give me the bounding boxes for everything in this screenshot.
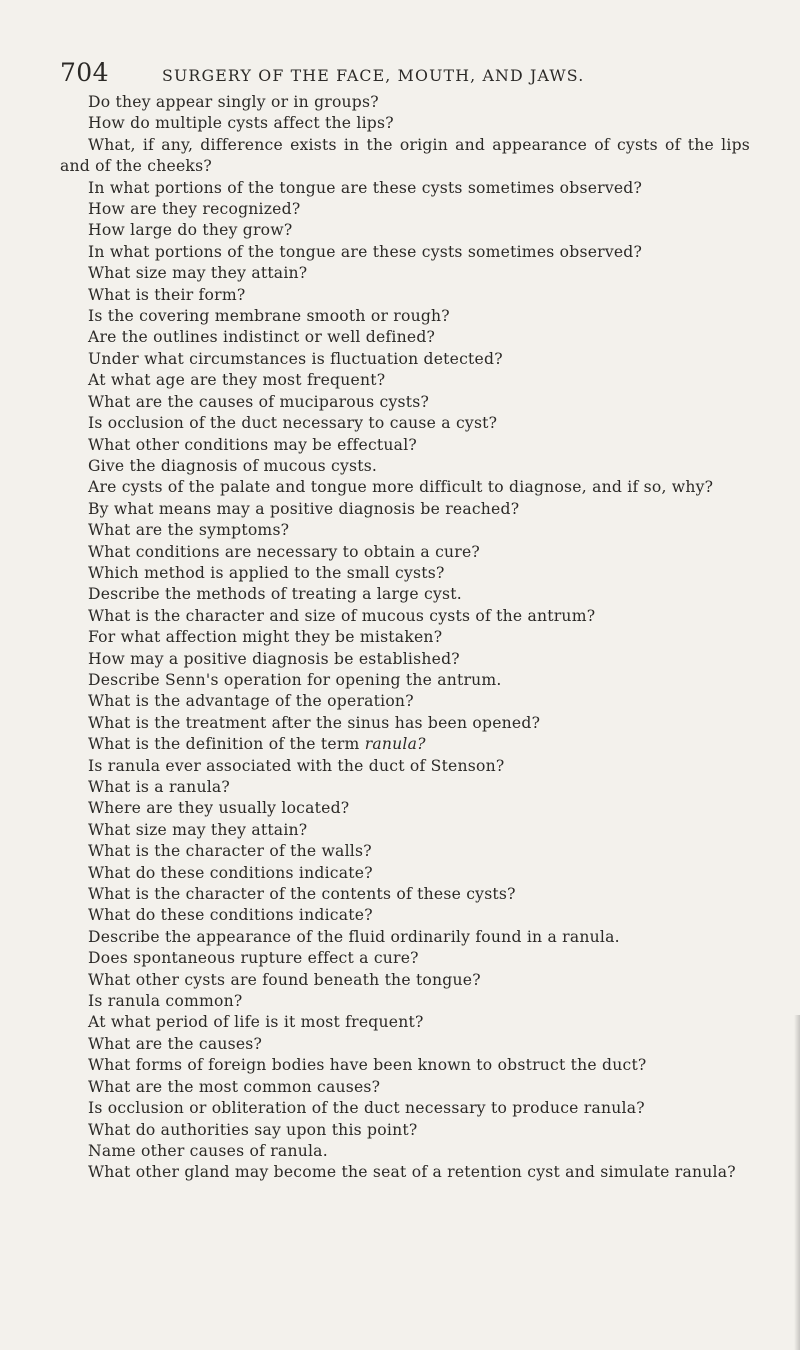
question: Give the diagnosis of mucous cysts. <box>88 456 378 475</box>
question: What is the character and size of mucous cysts of the antrum? <box>88 606 596 625</box>
question: What are the symptoms? <box>88 521 290 540</box>
question: Do they appear singly or in groups? <box>88 93 379 111</box>
question: Name other causes of ranula. <box>88 1141 328 1160</box>
book-page <box>60 58 750 1184</box>
question: What are the causes of muciparous cysts? <box>88 392 430 411</box>
question: For what affection might they be mistaken? <box>88 628 443 647</box>
italic-term: ranula? <box>364 735 426 754</box>
question: How may a positive diagnosis be established? <box>88 649 460 668</box>
question: Under what circumstances is fluctuation detected? <box>88 349 503 368</box>
question: What is a ranula? <box>88 778 231 796</box>
question: Is ranula common? <box>88 992 243 1011</box>
page-edge-shadow <box>794 1015 800 1350</box>
question-text: What is the definition of the term <box>88 735 360 754</box>
question-list <box>60 92 750 1184</box>
question: How do multiple cysts affect the lips? <box>88 114 394 133</box>
question: What other conditions may be effectual? <box>88 435 417 454</box>
question: Are the outlines indistinct or well defined? <box>88 328 436 347</box>
question: What conditions are necessary to obtain a cure? <box>88 542 481 561</box>
question: In what portions of the tongue are these cysts sometimes observed? <box>88 242 643 261</box>
question: What is the character of the walls? <box>88 842 372 861</box>
question: Is occlusion of the duct necessary to cause a cyst? <box>88 414 498 433</box>
question: What do these conditions indicate? <box>88 863 373 882</box>
question: Where are they usually located? <box>88 799 350 818</box>
question: Which method is applied to the small cysts? <box>88 563 445 582</box>
question: What do authorities say upon this point? <box>88 1120 418 1139</box>
question-with-italic-term <box>60 734 750 755</box>
question: At what period of life is it most frequent? <box>88 1013 424 1032</box>
question: What other cysts are found beneath the tongue? <box>88 970 481 989</box>
question: What is their form? <box>88 285 246 304</box>
question: By what means may a positive diagnosis be reached? <box>88 499 520 518</box>
question: Describe Senn's operation for opening the antrum. <box>88 670 502 689</box>
question: Is occlusion or obliteration of the duct necessary to produce ranula? <box>88 1099 645 1118</box>
question: What are the most common causes? <box>88 1077 381 1096</box>
page-number: 704 <box>60 58 109 87</box>
question: What forms of foreign bodies have been known to obstruct the duct? <box>88 1056 647 1075</box>
question: Describe the appearance of the fluid ordinarily found in a ranula. <box>88 927 620 946</box>
question: In what portions of the tongue are these cysts sometimes observed? <box>88 178 643 197</box>
question: What size may they attain? <box>88 264 308 283</box>
question: What other gland may become the seat of a retention cyst and simulate ranula? <box>88 1163 736 1182</box>
question: At what age are they most frequent? <box>88 371 386 390</box>
running-head: SURGERY OF THE FACE, MOUTH, AND JAWS. <box>162 66 585 85</box>
question: Are cysts of the palate and tongue more difficult to diagnose, and if so, why? <box>88 478 714 497</box>
question: What size may they attain? <box>88 820 308 839</box>
question: What is the treatment after the sinus has been opened? <box>88 713 541 732</box>
question: Describe the methods of treating a large cyst. <box>88 585 462 604</box>
question: What, if any, difference exists in the origin and appearance of cysts of the lips and of the cheeks? <box>60 135 750 176</box>
question: Is ranula ever associated with the duct of Stenson? <box>88 756 505 775</box>
question: What is the character of the contents of these cysts? <box>88 885 516 904</box>
question: What are the causes? <box>88 1034 263 1053</box>
question: Is the covering membrane smooth or rough? <box>88 307 450 326</box>
page-header <box>60 58 750 92</box>
question: How are they recognized? <box>88 200 301 219</box>
question: How large do they grow? <box>88 221 293 240</box>
question: What do these conditions indicate? <box>88 906 373 925</box>
question: What is the advantage of the operation? <box>88 692 414 711</box>
question: Does spontaneous rupture effect a cure? <box>88 949 419 968</box>
